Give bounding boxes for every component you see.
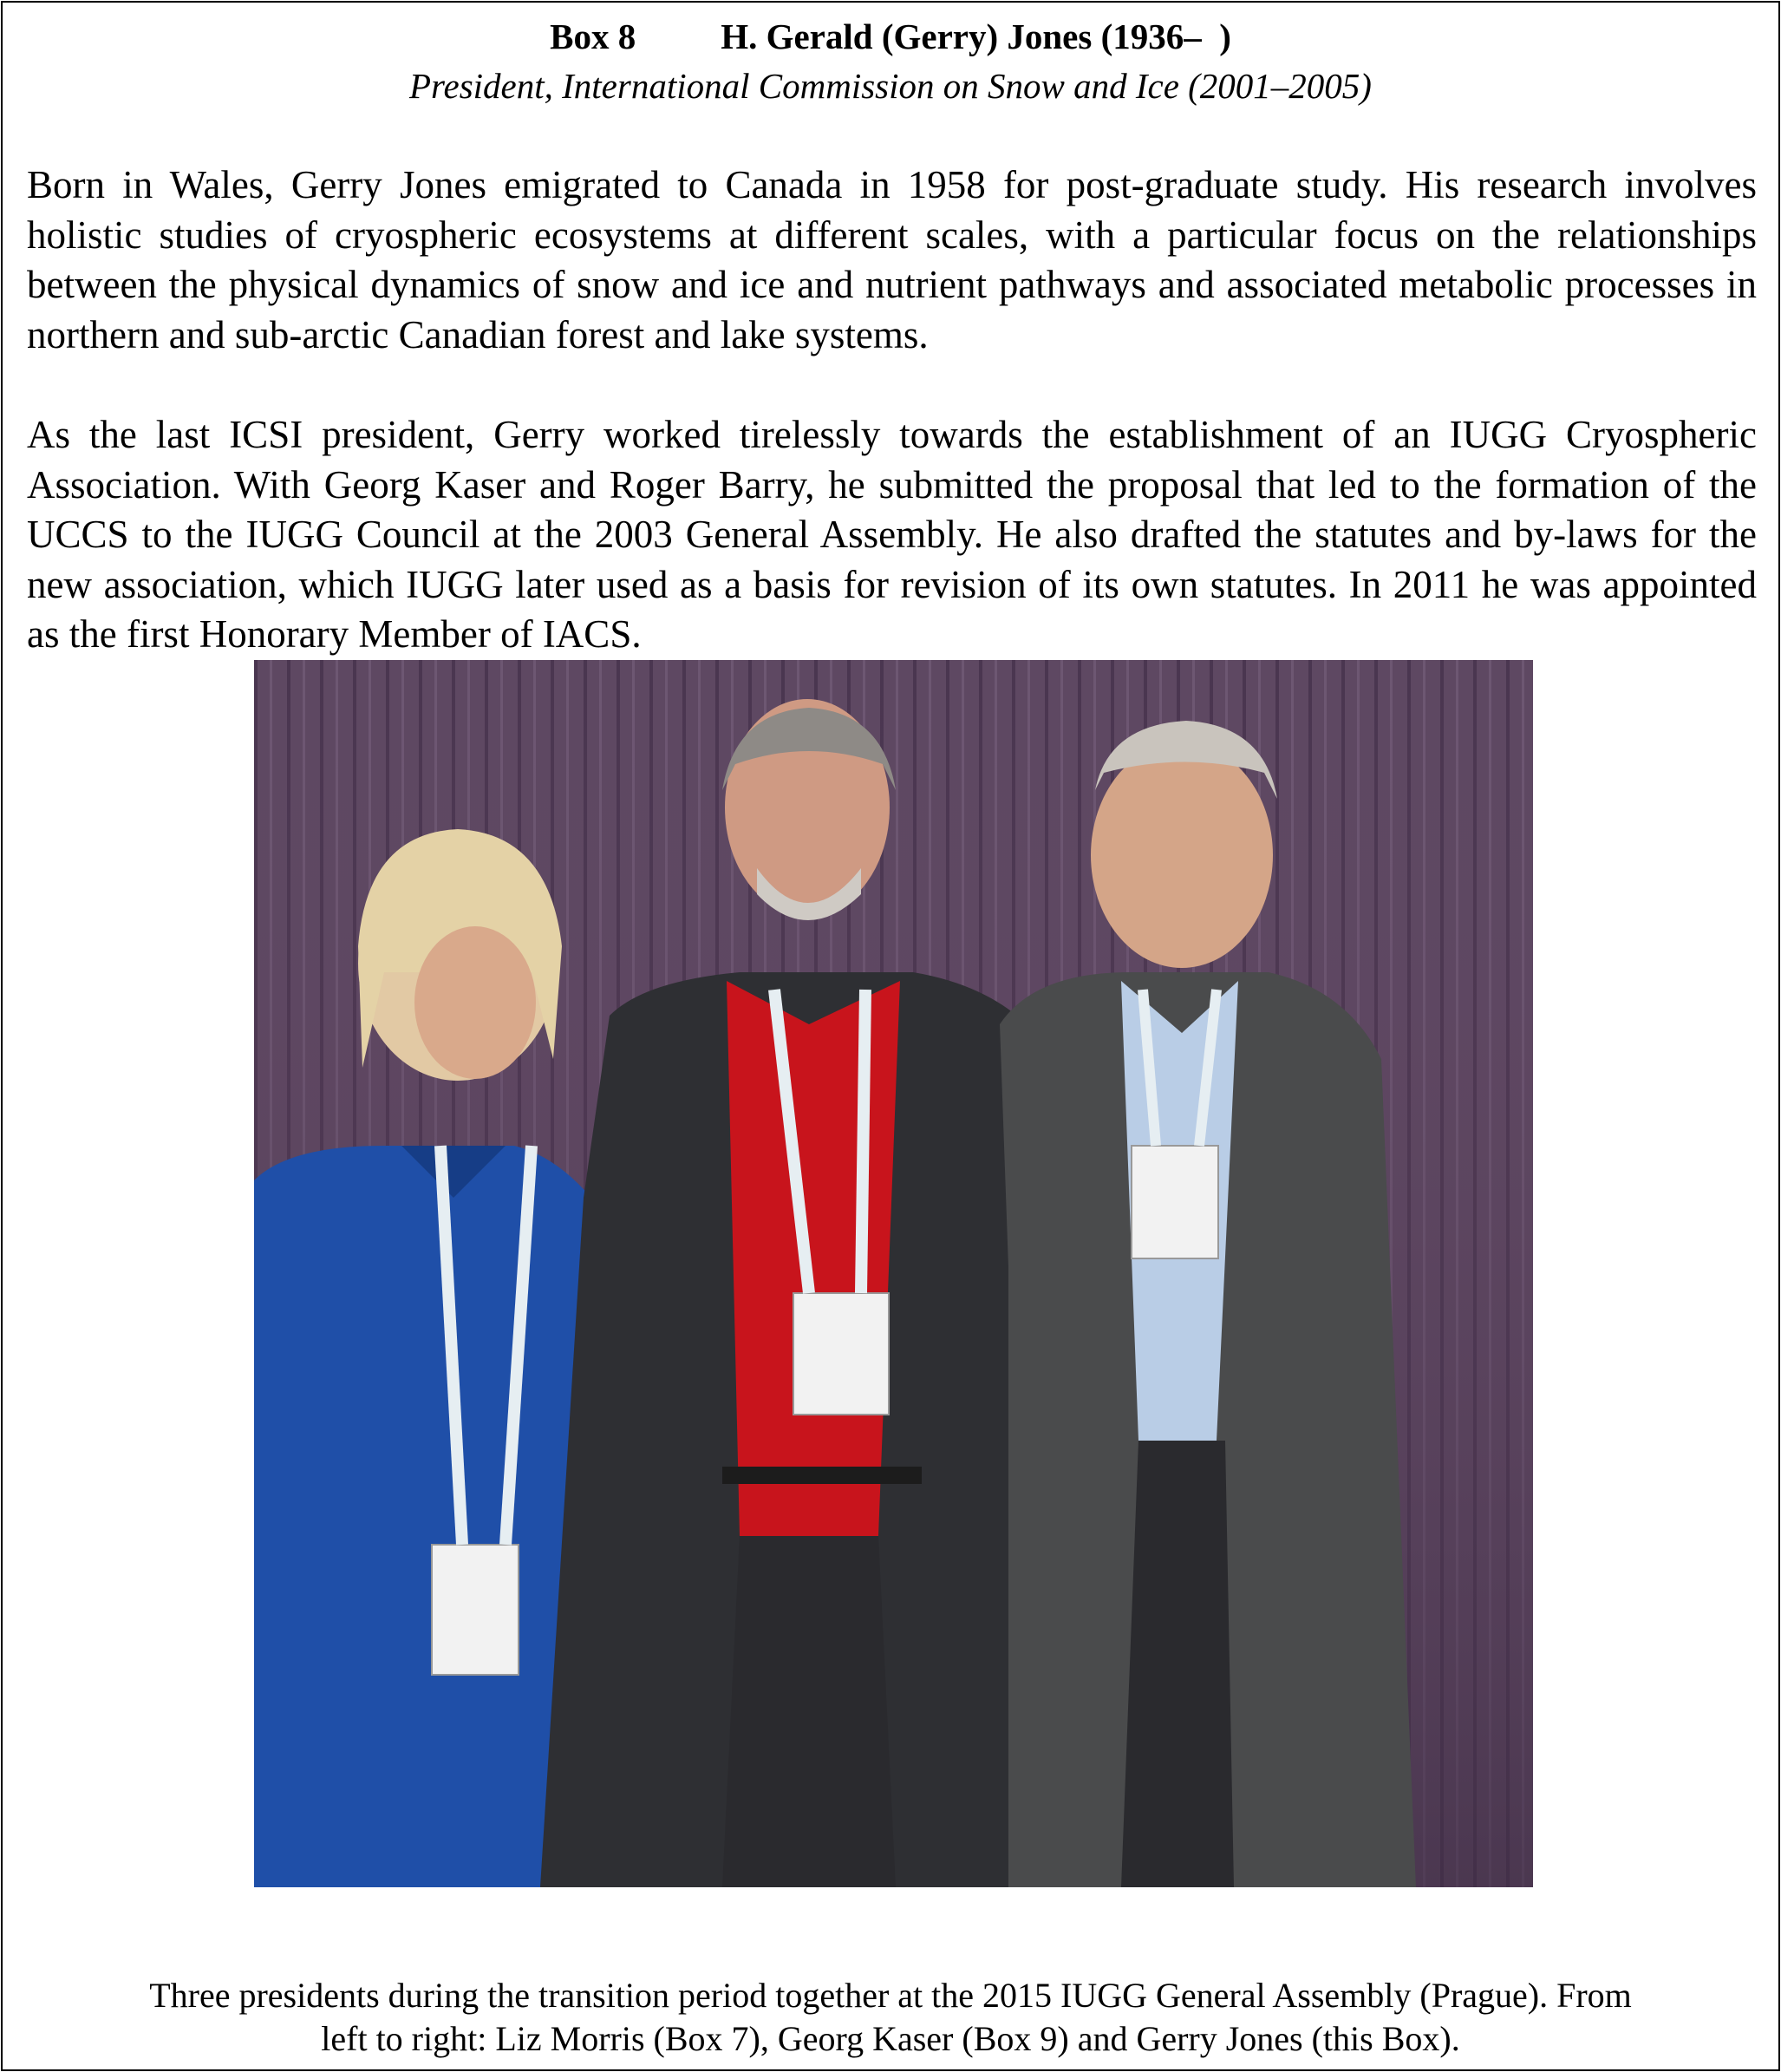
photo-caption-line-2: left to right: Liz Morris (Box 7), Georg Kaser (Box 9) and Gerry Jones (this Box).	[321, 2019, 1460, 2058]
box-header	[3, 11, 1778, 110]
photo-illustration	[254, 660, 1533, 1887]
box-person-name: H. Gerald (Gerry) Jones (1936– )	[721, 16, 1231, 56]
group-photo	[254, 660, 1533, 1887]
biography-paragraph-1: Born in Wales, Gerry Jones emigrated to Canada in 1958 for post-graduate study. His research involves holistic studies of cryospheric ecosystems at different scales, with a particular focus on the relationships between the physical dynamics of snow and ice and nutrient pathways and associated metabolic processes in northern and sub-arctic Canadian forest and lake systems.	[27, 163, 1757, 356]
biography-paragraph-2: As the last ICSI president, Gerry worked tirelessly towards the establishment of an IUGG Cryospheric Association. With Georg Kaser and Roger Barry, he submitted the proposal that led to the formation of the UCCS to the IUGG Council at the 2003 General Assembly. He also drafted the statutes and by-laws for the new association, which IUGG later used as a basis for revision of its own statutes. In 2011 he was appointed as the first Honorary Member of IACS.	[27, 413, 1757, 656]
box-subtitle: President, International Commission on Snow and Ice (2001–2005)	[409, 66, 1372, 106]
box-frame	[1, 1, 1780, 2071]
box-label: Box 8	[550, 16, 636, 56]
photo-caption-line-1: Three presidents during the transition period together at the 2015 IUGG General Assembly (Prague). From	[149, 1976, 1632, 2015]
box-title	[3, 11, 1778, 62]
photo-caption	[3, 1974, 1778, 2061]
